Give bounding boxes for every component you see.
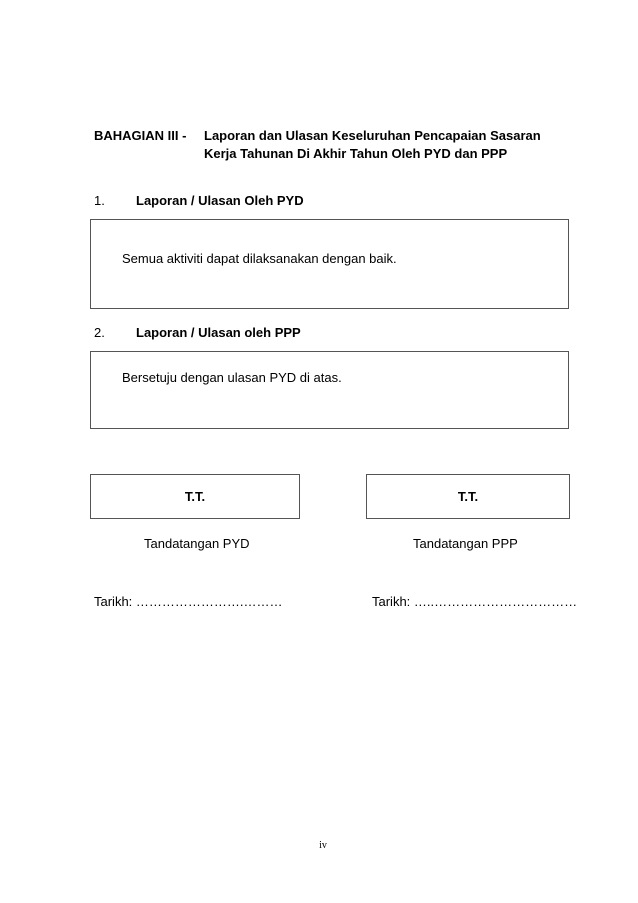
item1-number: 1.	[94, 193, 105, 208]
pyd-tt-label: T.T.	[184, 489, 206, 504]
ppp-comment-box	[90, 351, 569, 429]
item1-heading: Laporan / Ulasan Oleh PYD	[136, 193, 304, 208]
ppp-date-field: Tarikh: …..……………………………	[372, 594, 578, 609]
page-number: iv	[319, 840, 327, 851]
pyd-comment-text: Semua aktiviti dapat dilaksanakan dengan baik.	[122, 251, 397, 266]
section-label: BAHAGIAN III -	[94, 128, 187, 143]
section-title-line1: Laporan dan Ulasan Keseluruhan Pencapaian Sasaran	[204, 128, 541, 143]
ppp-signature-caption: Tandatangan PPP	[413, 536, 518, 551]
pyd-signature-caption: Tandatangan PYD	[144, 536, 250, 551]
ppp-tt-label: T.T.	[457, 489, 479, 504]
ppp-comment-text: Bersetuju dengan ulasan PYD di atas.	[122, 370, 342, 385]
item2-number: 2.	[94, 325, 105, 340]
section-title-line2: Kerja Tahunan Di Akhir Tahun Oleh PYD dan PPP	[204, 146, 508, 161]
item2-heading: Laporan / Ulasan oleh PPP	[136, 325, 301, 340]
pyd-date-field: Tarikh: …………………….………	[94, 594, 283, 609]
